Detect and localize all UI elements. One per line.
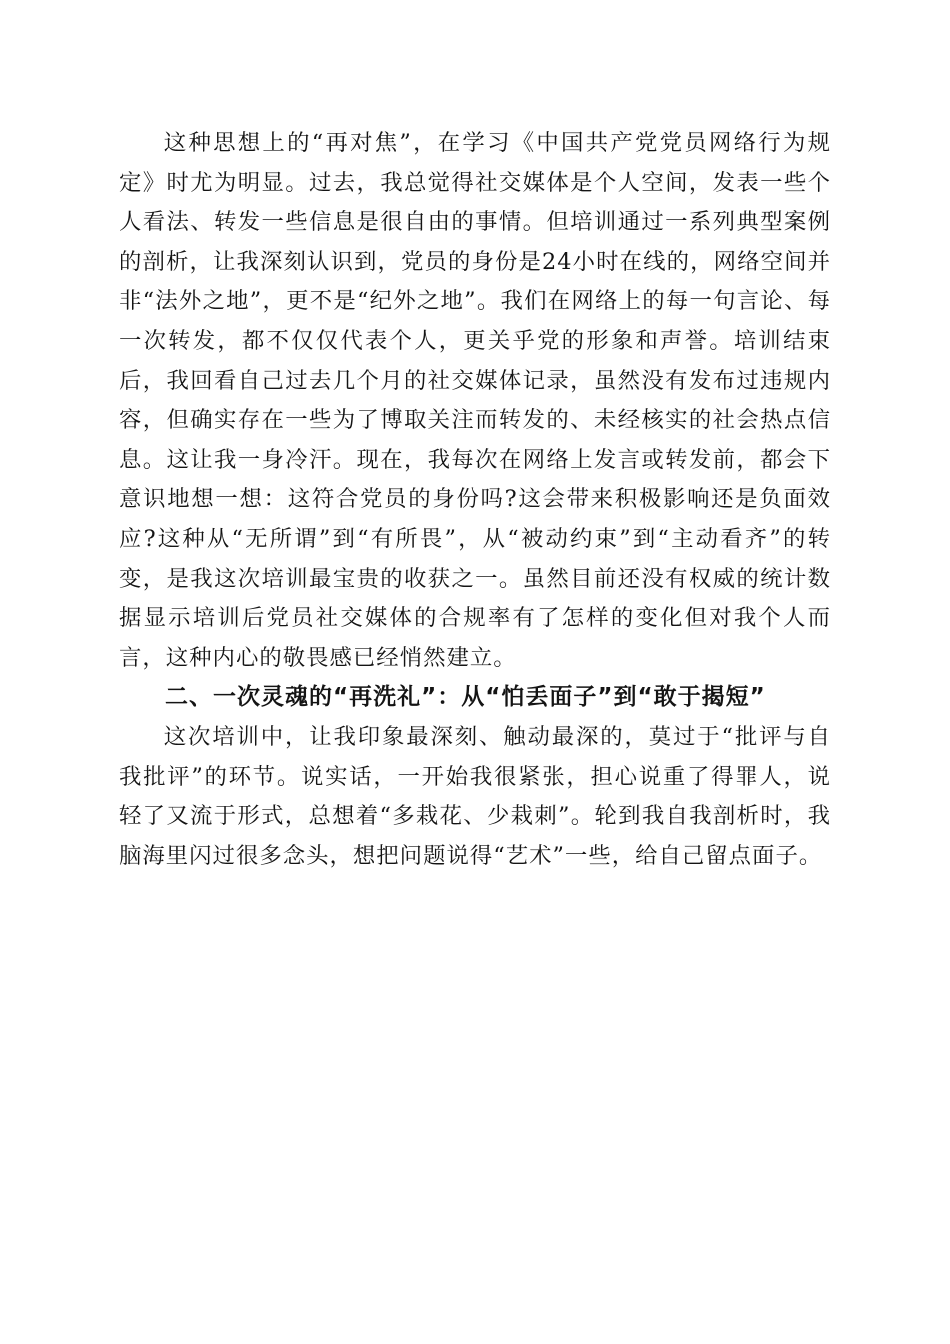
document-page [119,124,831,876]
body-paragraph-network-conduct: 这种思想上的“再对焦”，在学习《中国共产党党员网络行为规定》时尤为明显。过去，我总觉得社交媒体是个人空间，发表一些个人看法、转发一些信息是很自由的事情。但培训通过一系列典型案例的剖析，让我深刻认识到，党员的身份是24小时在线的，网络空间并非“法外之地”，更不是“纪外之地”。我们在网络上的每一句言论、每一次转发，都不仅仅代表个人，更关乎党的形象和声誉。培训结束后，我回看自己过去几个月的社交媒体记录，虽然没有发布过违规内容，但确实存在一些为了博取关注而转发的、未经核实的社会热点信息。这让我一身冷汗。现在，我每次在网络上发言或转发前，都会下意识地想一想：这符合党员的身份吗?这会带来积极影响还是负面效应?这种从“无所谓”到“有所畏”，从“被动约束”到“主动看齐”的转变，是我这次培训最宝贵的收获之一。虽然目前还没有权威的统计数据显示培训后党员社交媒体的合规率有了怎样的变化但对我个人而言，这种内心的敬畏感已经悄然建立。 [119,130,831,671]
section-heading-2: 二、一次灵魂的“再洗礼”：从“怕丢面子”到“敢于揭短” [165,684,766,711]
body-paragraph-criticism: 这次培训中，让我印象最深刻、触动最深的，莫过于“批评与自我批评”的环节。说实话，一开始我很紧张，担心说重了得罪人，说轻了又流于形式，总想着“多栽花、少栽刺”。轮到我自我剖析时，我脑海里闪过很多念头，想把问题说得“艺术”一些，给自己留点面子。 [119,723,831,869]
